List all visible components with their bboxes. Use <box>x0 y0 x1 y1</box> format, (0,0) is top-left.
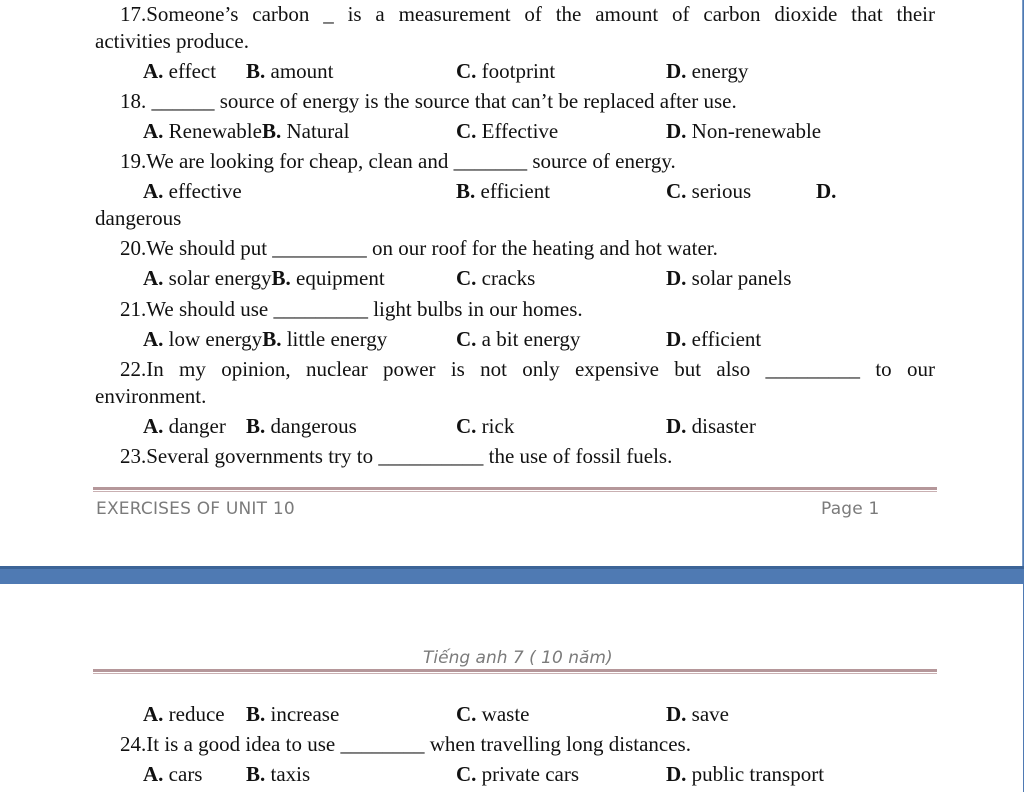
question-22-line-2: environment. <box>95 384 207 408</box>
q22-option-d: D. disaster <box>666 414 756 438</box>
q19-option-c: C. serious <box>666 179 752 203</box>
q17-option-c: C. footprint <box>456 59 556 83</box>
q20-option-c: C. cracks <box>456 266 536 290</box>
footer-rule <box>93 487 937 493</box>
q22-option-b: B. dangerous <box>246 414 357 438</box>
q21-option-c: C. a bit energy <box>456 327 581 351</box>
q18-option-d: D. Non-renewable <box>666 119 822 143</box>
question-20: 20.We should put _________ on our roof for the heating and hot water. <box>120 236 718 260</box>
question-19: 19.We are looking for cheap, clean and _______ source of energy. <box>120 149 676 173</box>
q22-option-a: A. danger <box>143 414 226 438</box>
q21-option-d: D. efficient <box>666 327 762 351</box>
page-separator <box>0 566 1024 584</box>
footer-title: EXERCISES OF UNIT 10 <box>96 499 295 519</box>
q22-option-c: C. rick <box>456 414 515 438</box>
q24-option-d: D. public transport <box>666 762 825 786</box>
footer-page-number: Page 1 <box>821 499 880 519</box>
q20-option-a: A. solar energyB. equipment <box>143 266 385 290</box>
q20-option-d: D. solar panels <box>666 266 792 290</box>
question-22-line-1: 22.In my opinion, nuclear power is not only expensive but also _________ to our <box>120 357 935 381</box>
q18-option-c: C. Effective <box>456 119 559 143</box>
q17-option-d: D. energy <box>666 59 749 83</box>
q24-option-b: B. taxis <box>246 762 311 786</box>
page-header: Tiếng anh 7 ( 10 năm) <box>423 648 613 668</box>
q19-option-a: A. effective <box>143 179 242 203</box>
q23-option-d: D. save <box>666 702 729 726</box>
q19-option-b: B. efficient <box>456 179 551 203</box>
q21-option-a: A. low energyB. little energy <box>143 327 388 351</box>
q17-option-a: A. effect <box>143 59 217 83</box>
header-rule <box>93 669 937 675</box>
q24-option-c: C. private cars <box>456 762 580 786</box>
q18-option-a: A. RenewableB. Natural <box>143 119 350 143</box>
question-23: 23.Several governments try to __________ the use of fossil fuels. <box>120 444 673 468</box>
q23-option-a: A. reduce <box>143 702 225 726</box>
q24-option-a: A. cars <box>143 762 203 786</box>
question-18: 18. ______ source of energy is the source that can’t be replaced after use. <box>120 89 737 113</box>
q19-option-d-text: dangerous <box>95 206 182 230</box>
q17-option-b: B. amount <box>246 59 334 83</box>
question-17-line-1: 17.Someone’s carbon _ is a measurement of the amount of carbon dioxide that their <box>120 2 935 26</box>
document-page-2 <box>0 584 1023 792</box>
q23-option-b: B. increase <box>246 702 340 726</box>
question-17-line-2: activities produce. <box>95 29 249 53</box>
question-21: 21.We should use _________ light bulbs in our homes. <box>120 297 583 321</box>
q23-option-c: C. waste <box>456 702 530 726</box>
q19-option-d: D. <box>816 179 837 203</box>
question-24: 24.It is a good idea to use ________ when travelling long distances. <box>120 732 691 756</box>
